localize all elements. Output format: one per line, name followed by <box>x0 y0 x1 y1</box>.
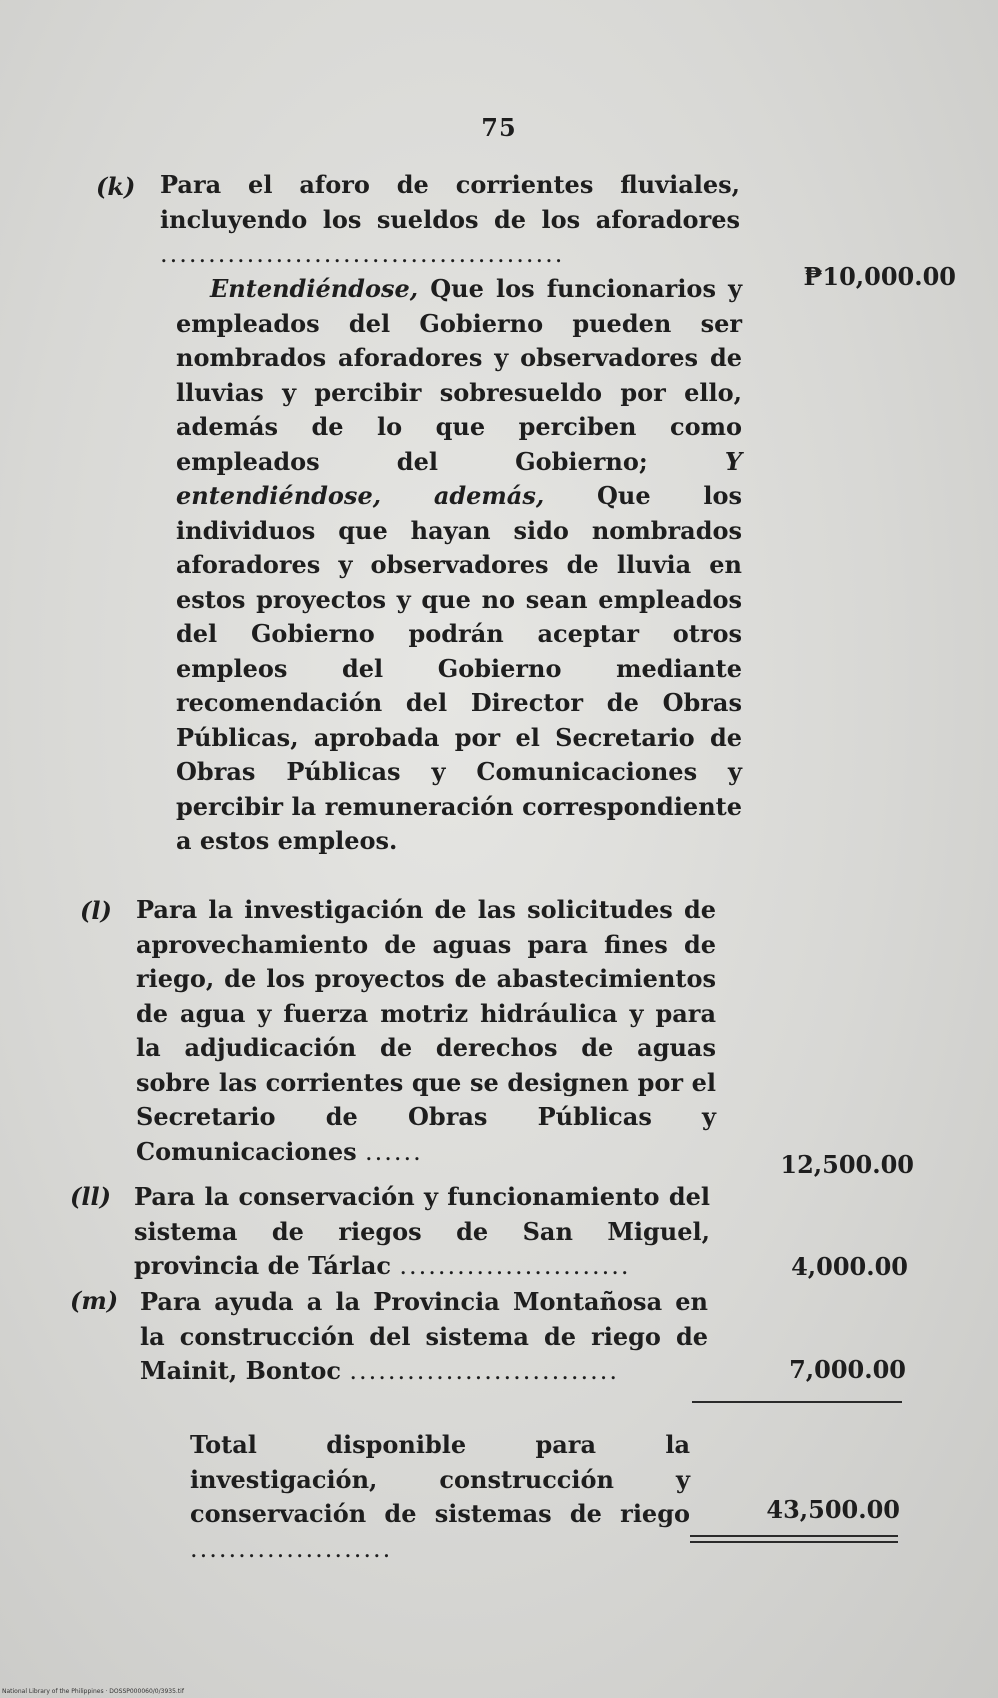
total-description: Total disponible para la investigación, construcción y conservación de sistemas de riego <box>190 1430 690 1528</box>
total-amount: 43,500.00 <box>766 1495 900 1524</box>
entry-k-amount: ₱10,000.00 <box>803 262 956 291</box>
entry-k-text <box>160 168 740 272</box>
entry-l-amount: 12,500.00 <box>780 1150 914 1179</box>
total-text <box>190 1428 690 1566</box>
total-double-rule-top <box>690 1535 898 1537</box>
page-number: 75 <box>481 113 517 142</box>
entry-l-marker: (l) <box>80 896 112 925</box>
entry-m-marker: (m) <box>70 1286 119 1315</box>
entry-ll-description: Para la conservación y funcionamiento del sistema de riegos de San Miguel, provincia de Tárlac <box>134 1182 710 1280</box>
leader-dots: ...... <box>365 1137 423 1166</box>
proviso-lead2: Y entendiéndose, además, <box>176 446 742 510</box>
entry-ll-text <box>134 1180 710 1284</box>
proviso-part1: Que los funcionarios y empleados del Gobierno pueden ser nombrados aforadores y observadores de lluvias y percibir sobresueldo por ello, además de lo que perciben como empleados del Gobierno; <box>176 274 743 476</box>
proviso-lead: Entendiéndose, <box>210 274 419 303</box>
proviso-part2: Que los individuos que hayan sido nombrados aforadores y observadores de lluvia en estos proyectos y que no sean empleados del Gobierno podrán aceptar otros empleos del Gobierno mediante recomendación del Director de Obras Públicas, aprobada por el Secretario de Obras Públicas y Comunicaciones y percibir la remuneración correspondiente a estos empleos. <box>176 481 742 855</box>
total-double-rule-bottom <box>690 1541 898 1543</box>
entry-m-description: Para ayuda a la Provincia Montañosa en la construcción del sistema de riego de Mainit, Bontoc <box>140 1287 708 1385</box>
entry-m-amount: 7,000.00 <box>789 1355 906 1384</box>
entry-l-text <box>136 893 716 1169</box>
entry-l-description: Para la investigación de las solicitudes de aprovechamiento de aguas para fines de riego, de los proyectos de abastecimientos de agua y fuerza motriz hidráulica y para la adjudicación de derechos de aguas sobre las corrientes que se designen por el Secretario de Obras Públicas y Comunicaciones <box>136 895 716 1166</box>
leader-dots: ..................... <box>190 1534 393 1563</box>
entry-ll-marker: (ll) <box>70 1182 111 1211</box>
entry-ll-amount: 4,000.00 <box>791 1252 908 1281</box>
leader-dots: .......................................... <box>160 240 565 268</box>
entry-m-text <box>140 1285 708 1389</box>
entry-k-marker: (k) <box>96 172 136 201</box>
proviso-paragraph <box>176 272 742 859</box>
subtotal-rule <box>692 1401 902 1403</box>
archive-footer: National Library of the Philippines · DOSSP000060/0/3935.tif <box>2 1688 184 1695</box>
entry-k-description: Para el aforo de corrientes fluviales, incluyendo los sueldos de los aforadores <box>160 170 740 234</box>
leader-dots: ........................ <box>399 1252 631 1280</box>
leader-dots: ............................ <box>349 1357 620 1385</box>
